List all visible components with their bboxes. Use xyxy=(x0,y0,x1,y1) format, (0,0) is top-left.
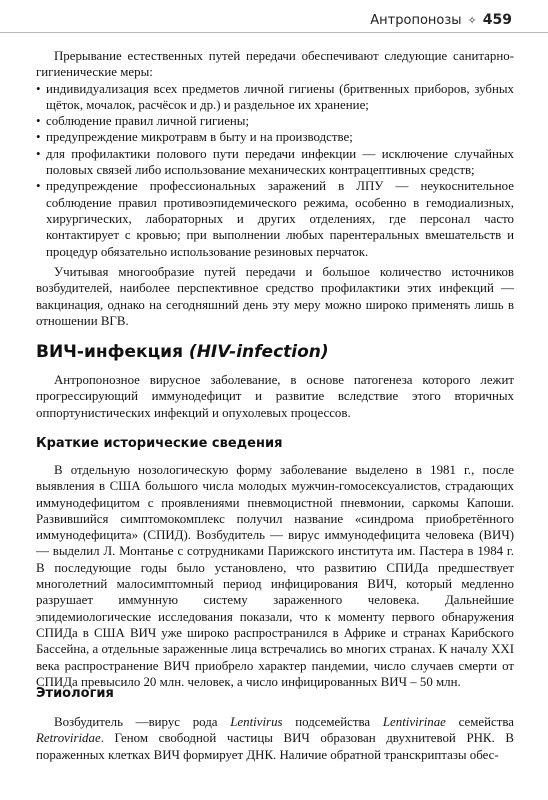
heading-latin: (HIV-infection) xyxy=(188,342,329,362)
running-head xyxy=(370,12,512,28)
latin-term: Lentivirus xyxy=(230,715,283,729)
latin-term: Lentivirinae xyxy=(382,715,446,729)
list-item: • предупреждение микротравм в быту и на производстве; xyxy=(36,130,353,145)
page-number: 459 xyxy=(482,12,512,28)
chapter-heading xyxy=(36,342,329,362)
heading-text: ВИЧ-инфекция xyxy=(36,342,183,362)
prevention-measures xyxy=(36,48,514,260)
vaccination-paragraph xyxy=(36,264,514,329)
bullet-icon: • xyxy=(36,114,41,129)
etiology-heading: Этиология xyxy=(36,686,114,701)
history-paragraph xyxy=(36,462,514,690)
bullet-icon: • xyxy=(36,130,41,145)
bullet-icon: • xyxy=(36,179,41,194)
section-title: Антропонозы xyxy=(370,13,462,28)
paragraph: Возбудитель —вирус рода Lentivirus подсемейства Lentivirinae семейства Retroviridae. Геном свободной частицы ВИЧ образован двухнитевой РНК. В пораженных клетках ВИЧ формирует ДНК. Наличие обратной транскриптазы обес- xyxy=(36,715,514,762)
list-item: • соблюдение правил личной гигиены; xyxy=(36,114,250,129)
measures-lead: Прерывание естественных путей передачи обеспечивают следующие санитарно-гигиенические меры: xyxy=(36,49,514,80)
paragraph: Антропонозное вирусное заболевание, в основе патогенеза которого лежит прогрессирующий иммунодефицит и развитие вследствие этого вторичных оппортунистических инфекций и опухолевых процессов. xyxy=(36,373,514,420)
paragraph: Учитывая многообразие путей передачи и большое количество источников возбудителей, наиболее перспективное средство профилактики этих инфекций — вакцинация, однако на сегодняшний день эту меру можно широко применять лишь в отношении ВГВ. xyxy=(36,265,514,328)
paragraph: В отдельную нозологическую форму заболевание выделено в 1981 г., после выявления в США большого числа молодых мужчин-гомосексуалистов, страдающих иммунодефицитом с проявлениями пневмоцистной пневмонии, саркомы Капоши. Развившийся симптомокомплекс получил название «синдрома приобретённого иммунодефицита» (СПИД). Возбудитель — вирус иммунодефицита человека (ВИЧ) — выделил Л. Монтанье с сотрудниками Парижского института им. Пастера в 1984 г. В последующие годы было установлено, что развитию СПИДа предшествует многолетний малосимптомный период инфицирования ВИЧ, который медленно разрушает иммунную систему зараженного человека. Дальнейшие эпидемиологические исследования показали, что к моменту первого обнаружения СПИДа в США ВИЧ уже широко распространился в Африке и странах Карибского Бассейна, а отдельные зараженные лица встречались во многих странах. К началу XXI века распространение ВИЧ приобрело характер пандемии, число случаев смерти от СПИДа превысило 20 млн. человек, а число инфицированных ВИЧ – 50 млн. xyxy=(36,463,514,689)
list-item: • для профилактики полового пути передачи инфекции — исключение случайных половых связей либо использование механических контрацептивных средств; xyxy=(36,146,514,178)
separator-ornament: ✧ xyxy=(467,14,477,27)
definition-paragraph xyxy=(36,372,514,421)
bullet-icon: • xyxy=(36,146,41,161)
measures-list xyxy=(36,81,514,260)
latin-term: Retroviridae xyxy=(36,731,101,746)
bullet-icon: • xyxy=(36,81,41,96)
list-item: • предупреждение профессиональных заражений в ЛПУ — неукоснительное соблюдение правил противоэпидемического режима, особенно в гемодиализных, хирургических, лабораторных и других отделениях, где персонал часто контактирует с кровью; при выполнении любых парентеральных вмешательств и процедур обязательно использование резиновых перчаток. xyxy=(36,179,514,259)
etiology-paragraph xyxy=(36,714,514,763)
header-rule xyxy=(0,32,548,33)
history-heading: Краткие исторические сведения xyxy=(36,436,283,451)
list-item: • индивидуализация всех предметов личной гигиены (бритвенных приборов, зубных щёток, мочалок, расчёсок и др.) и раздельное их хранение; xyxy=(36,81,514,112)
